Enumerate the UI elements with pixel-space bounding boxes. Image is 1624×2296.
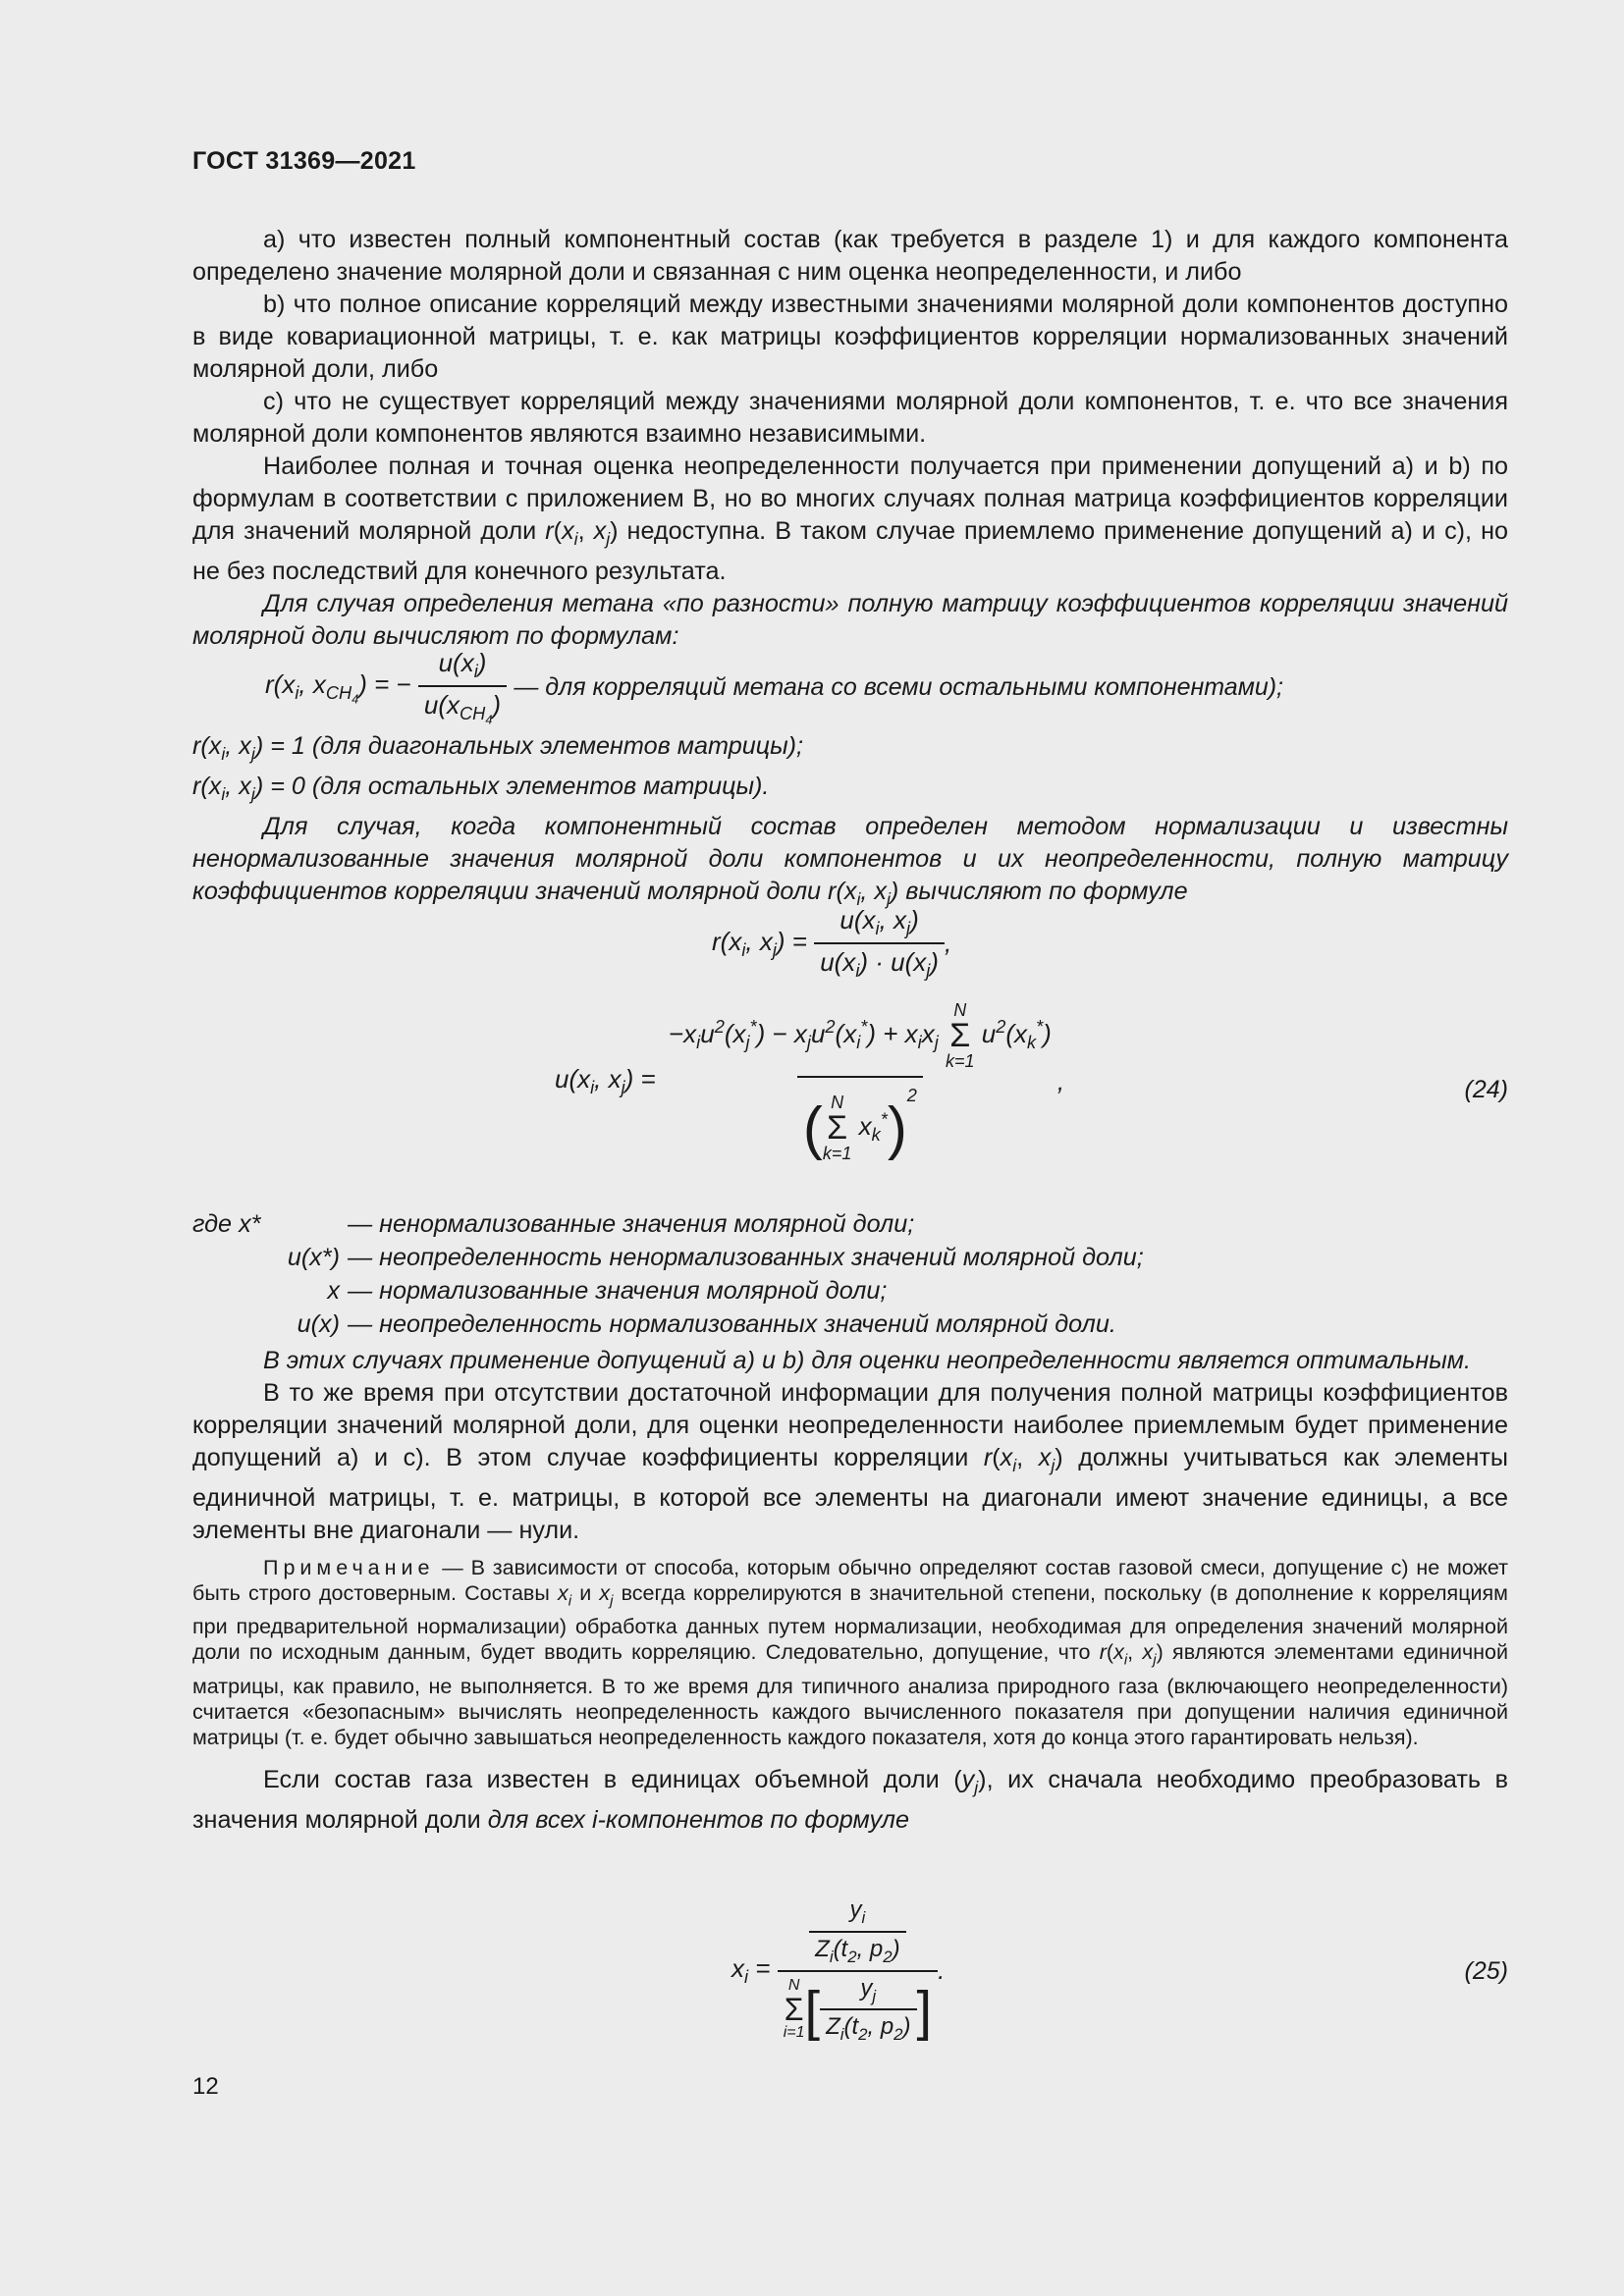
paragraph-insufficient: В то же время при отсутствии достаточной информации для получения полной матрицы коэффициентов корреляции значений молярной доли, для оценки неопределенности наиболее приемлемым будет применение допущений а) и с). В этом случае коэффициенты корреляции $r(x_i$, $x_j$) должны учитываться как элементы единичной матрицы, т. е. матрицы, в которой все элементы на диагонали имеют значение единицы, а все элементы вне диагонали — нули.: [192, 1379, 1509, 1545]
paragraph-b: b) что полное описание корреляций между известными значениями молярной доли компонентов доступно в виде ковариационной матрицы, т. е. как матрицы коэффициентов корреляции нормализованных значений молярной доли, либо: [192, 291, 1508, 383]
page-number: 12: [192, 2073, 219, 2100]
definition-row: где x* — ненормализованные значения молярной доли;: [192, 1210, 915, 1238]
paragraph-normalization: Для случая, когда компонентный состав определен методом нормализации и известны ненормализованные значения молярной доли компонентов и их неопределенности, полную матрицу коэффициентов корреляции значений молярной доли $r(x_i$, $x_j$) вычисляют по формуле: [192, 813, 1508, 910]
formula-correlation: $r(x_i$, $x_j$) = $\frac{u(x_i, x_j)}{u(x_i) \cdot u(x_j)}$ ,: [712, 905, 952, 982]
formula-24: $u(x_i$, $x_j$) = $-x_iu^2(x_j^*) - x_ju^2(x_i^*) + x_ix_j$ N Σ k=1 $u^2(x_k^*)$ ( N Σ k=1 $x_k^*)^2$ ,: [555, 1000, 1065, 1164]
paragraph-full: Наиболее полная и точная оценка неопределенности получается при применении допущений а) и b) по формулам в соответствии с приложением В, но во многих случаях полная матрица коэффициентов корреляции для значений молярной доли $r(x_i$, $x_j$) недоступна. В таком случае приемлемо применение допущений а) и с), но не без последствий для конечного результата.: [192, 453, 1509, 586]
diagonal-line: $r(x_i$, $x_j) = 1$ (для диагональных элементов матрицы);: [192, 732, 804, 765]
text-block-matrix: [192, 730, 1508, 916]
paragraph-volume: Если состав газа известен в единицах объемной доли $(y_j)$, их сначала необходимо преобразовать в значения молярной доли для всех i-компонентов по формуле: [192, 1765, 1508, 1834]
offdiagonal-line: $r(x_i$, $x_j) = 0$ (для остальных элементов матрицы).: [192, 773, 770, 805]
formula-methane: $r(x_i$, $x_{CH_4}$) = − $\frac{u(x_i)}{u(x_{CH_4})}$ — для корреляций метана со всеми остальными компонентами);: [265, 648, 1284, 728]
formula-25: $x_i$ = $\frac{y_i}{Z_i(t_2, p_2)}$ N Σ i=1 [ $\frac{y_j}{Z_i(t_2, p_2)}$ ] .: [731, 1896, 946, 2045]
text-block-top: [192, 224, 1508, 653]
definition-row: u(x*) — неопределенность ненормализованных значений молярной доли;: [287, 1244, 1144, 1271]
text-block-bottom: [192, 1345, 1508, 1837]
paragraph-methane-intro: Для случая определения метана «по разности» полную матрицу коэффициентов корреляции значений молярной доли вычисляют по формулам:: [192, 590, 1508, 651]
equation-number-25: (25): [1464, 1957, 1508, 1985]
definition-row: x — нормализованные значения молярной доли;: [327, 1277, 888, 1305]
equation-number-24: (24): [1464, 1076, 1508, 1103]
paragraph-a: а) что известен полный компонентный состав (как требуется в разделе 1) и для каждого компонента определено значение молярной доли и связанная с ним оценка неопределенности, и либо: [192, 226, 1508, 286]
note-label: Примечание: [263, 1556, 435, 1580]
paragraph-c: c) что не существует корреляций между значениями молярной доли компонентов, т. е. что все значения молярной доли компонентов являются взаимно независимыми.: [192, 388, 1508, 448]
methane-text: — для корреляций метана со всеми остальными компонентами);: [514, 673, 1284, 701]
definitions-list: [192, 1207, 1144, 1341]
definition-row: u(x) — неопределенность нормализованных значений молярной доли.: [297, 1310, 1116, 1338]
note-block: Примечание — В зависимости от способа, которым обычно определяют состав газовой смеси, допущение с) не может быть строго достоверным. Составы $x_i$ и $x_j$ всегда коррелируются в значительной степени, поскольку (в дополнение к корреляциям при предварительной нормализации) обработка данных путем нормализации, необходимая для определения значений молярной доли по исходным данным, будет вводить корреляцию. Следовательно, допущение, что $r(x_i$, $x_j$) являются элементами единичной матрицы, как правило, не выполняется. В то же время для типичного анализа природного газа (включающего неопределенности) считается «безопасным» вычислять неопределенность каждого вычисленного показателя при допущении наличия единичной матрицы (т. е. будет обычно завышаться неопределенность каждого показателя, хотя до конца этого гарантировать нельзя).: [192, 1556, 1509, 1749]
paragraph-optimal: В этих случаях применение допущений а) и b) для оценки неопределенности является оптимальным.: [263, 1347, 1472, 1374]
document-header: ГОСТ 31369—2021: [192, 147, 416, 175]
